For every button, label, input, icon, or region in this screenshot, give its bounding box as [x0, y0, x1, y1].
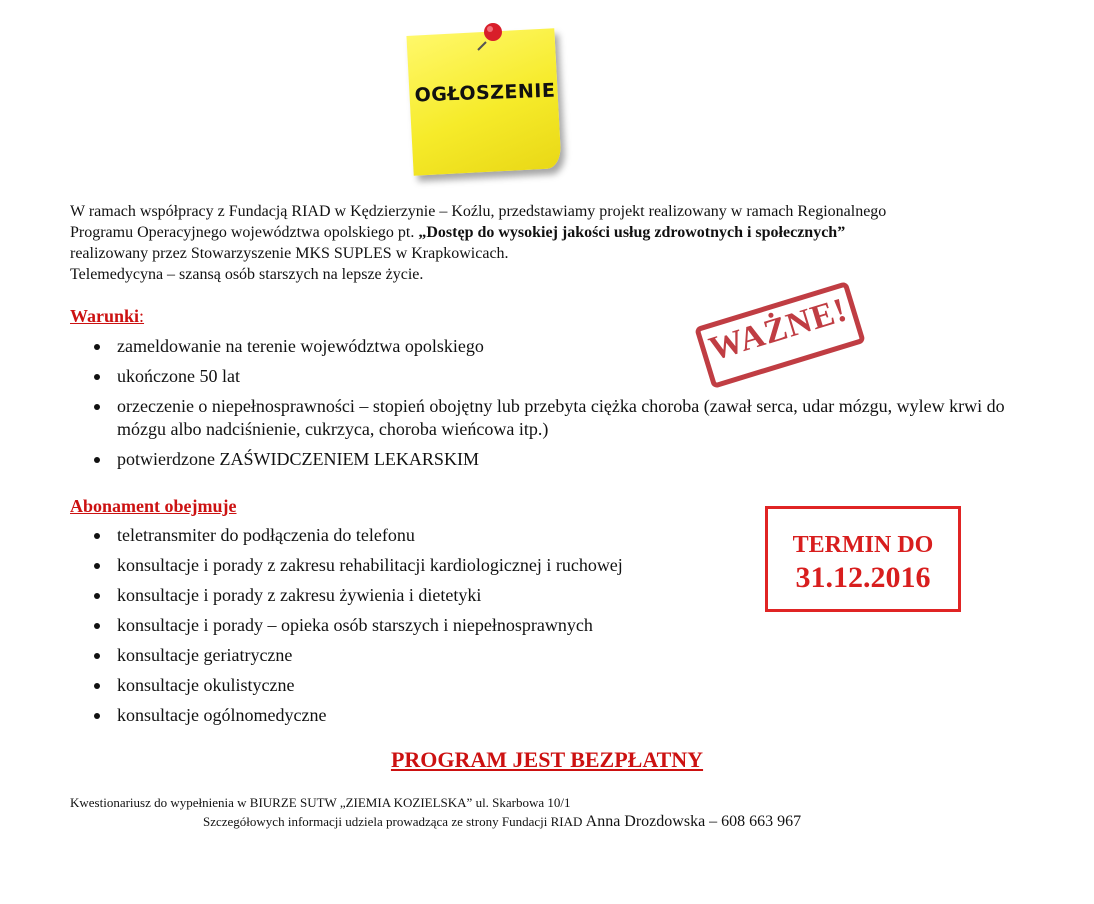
list-item: ukończone 50 lat [94, 365, 1014, 388]
deadline-date: 31.12.2016 [795, 561, 931, 594]
intro-line-2 [70, 222, 1030, 243]
list-item: konsultacje geriatryczne [94, 644, 734, 667]
footer-contact [203, 813, 801, 831]
intro-line-3: realizowany przez Stowarzyszenie MKS SUPLES w Krapkowicach. [70, 245, 509, 262]
list-item: teletransmiter do podłączenia do telefonu [94, 524, 734, 547]
deadline-label: TERMIN DO [792, 532, 934, 558]
list-item: konsultacje i porady – opieka osób starszych i niepełnosprawnych [94, 614, 734, 637]
deadline-box [765, 506, 961, 612]
list-item: konsultacje i porady z zakresu żywienia i dietetyki [94, 584, 734, 607]
footer-contact-prefix: Szczegółowych informacji udziela prowadząca ze strony Fundacji RIAD [203, 814, 586, 829]
important-stamp: WAŻNE! [694, 281, 866, 389]
contact-person: Anna Drozdowska – 608 663 967 [585, 813, 802, 830]
list-item: konsultacje ogólnomedyczne [94, 704, 734, 727]
project-title: „Dostęp do wysokiej jakości usług zdrowotnych i społecznych” [418, 224, 846, 241]
free-program-banner: PROGRAM JEST BEZPŁATNY [390, 747, 704, 772]
conditions-list [94, 335, 1014, 478]
intro-line-1: W ramach współpracy z Fundacją RIAD w Kędzierzynie – Koźlu, przedstawiamy projekt realizowany w ramach Regionalnego [70, 203, 887, 220]
intro-line-2-prefix: Programu Operacyjnego województwa opolskiego pt. [70, 224, 419, 241]
subscription-list [94, 524, 734, 734]
list-item: potwierdzone ZAŚWIDCZENIEM LEKARSKIM [94, 448, 1014, 471]
push-pin-icon [474, 18, 508, 52]
conditions-heading [70, 306, 144, 327]
list-item: konsultacje okulistyczne [94, 674, 734, 697]
list-item: konsultacje i porady z zakresu rehabilitacji kardiologicznej i ruchowej [94, 554, 734, 577]
conditions-heading-text: Warunki [70, 306, 140, 326]
list-item: zameldowanie na terenie województwa opolskiego [94, 335, 1014, 358]
sticky-note [400, 18, 570, 178]
note-title: OGŁOSZENIE [414, 79, 556, 107]
subscription-heading: Abonament obejmuje [70, 496, 237, 516]
conditions-heading-colon: : [139, 306, 145, 326]
intro-line-4: Telemedycyna – szansą osób starszych na lepsze życie. [70, 266, 424, 283]
intro-text [70, 201, 1030, 285]
list-item: orzeczenie o niepełnosprawności – stopień obojętny lub przebyta ciężka choroba (zawał serca, udar mózgu, wylew krwi do mózgu albo nadciśnienie, cukrzyca, choroba wieńcowa itp.) [94, 395, 1014, 441]
footer-questionnaire: Kwestionariusz do wypełnienia w BIURZE SUTW „ZIEMIA KOZIELSKA” ul. Skarbowa 10/1 [70, 795, 571, 810]
